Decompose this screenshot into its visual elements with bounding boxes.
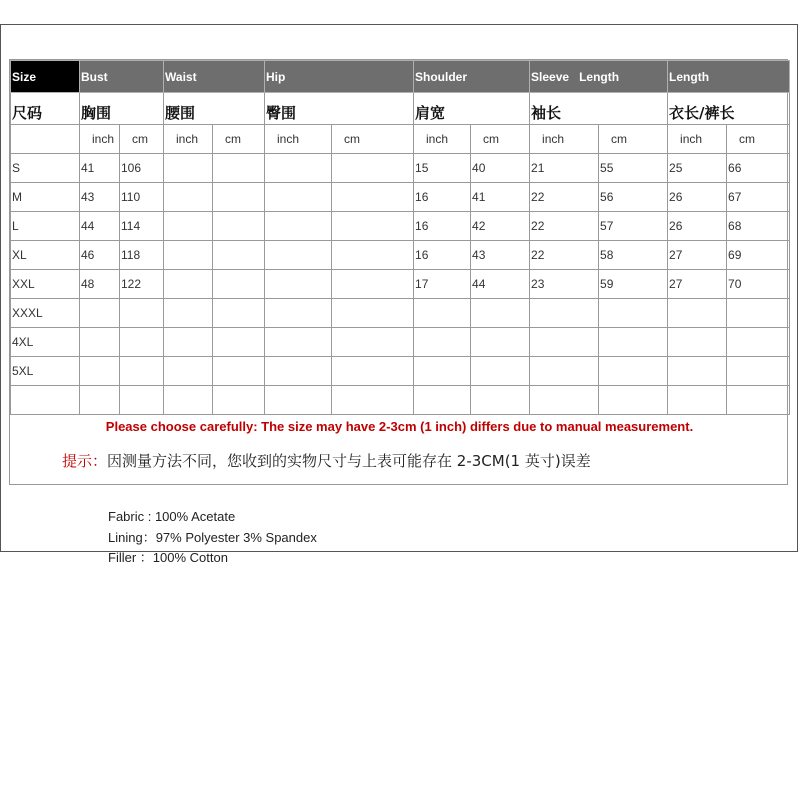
cell-bust-in: 43 (80, 183, 120, 212)
cell-hip-in (265, 183, 332, 212)
cell-hip-in (265, 299, 332, 328)
cell-length-in: 26 (668, 212, 727, 241)
cell-bust-cm: 114 (120, 212, 164, 241)
cell-sleeve-cm: 56 (599, 183, 668, 212)
cell-sleeve-cm (599, 299, 668, 328)
cell-waist-cm (213, 154, 265, 183)
cell-shoulder-in (414, 357, 471, 386)
cell-bust-in: 46 (80, 241, 120, 270)
table-row (11, 241, 790, 270)
cell-length-in (668, 357, 727, 386)
cell-bust-in (80, 299, 120, 328)
cell-bust-cm (120, 299, 164, 328)
cell-shoulder-in: 16 (414, 212, 471, 241)
cell-hip-cm (332, 299, 414, 328)
header-bust: Bust (80, 61, 164, 93)
cell-waist-cm (213, 328, 265, 357)
cell-waist-in (164, 386, 213, 415)
cell-shoulder-in: 17 (414, 270, 471, 299)
cell-bust-in (80, 328, 120, 357)
cell-waist-in (164, 183, 213, 212)
table-row (11, 154, 790, 183)
unit-cm: cm (471, 125, 530, 154)
header-shoulder: Shoulder (414, 61, 530, 93)
cell-size: 5XL (11, 357, 80, 386)
cell-shoulder-cm: 44 (471, 270, 530, 299)
cell-waist-cm (213, 212, 265, 241)
unit-blank (11, 125, 80, 154)
header-waist: Waist (164, 61, 265, 93)
table-row (11, 386, 790, 415)
unit-cm: cm (213, 125, 265, 154)
cell-bust-cm: 110 (120, 183, 164, 212)
cell-waist-cm (213, 386, 265, 415)
unit-inch: inch (164, 125, 213, 154)
cell-sleeve-in: 22 (530, 241, 599, 270)
fabric-info (108, 507, 317, 569)
header-row-english (11, 61, 790, 93)
cell-hip-cm (332, 154, 414, 183)
cell-size: XXL (11, 270, 80, 299)
cell-bust-cm: 122 (120, 270, 164, 299)
notice-chinese-label: 提示： (62, 452, 108, 470)
cell-waist-in (164, 154, 213, 183)
cell-shoulder-cm (471, 386, 530, 415)
cell-hip-in (265, 270, 332, 299)
header-size: Size (11, 61, 80, 93)
notice-chinese-text: 因测量方法不同，您收到的实物尺寸与上表可能存在 2-3CM(1 英寸)误差 (107, 452, 591, 470)
cell-waist-cm (213, 299, 265, 328)
cell-hip-in (265, 357, 332, 386)
cell-sleeve-cm (599, 357, 668, 386)
size-table (10, 60, 790, 415)
cell-bust-in (80, 386, 120, 415)
cell-bust-in: 41 (80, 154, 120, 183)
cell-shoulder-cm: 43 (471, 241, 530, 270)
cell-hip-in (265, 212, 332, 241)
cell-hip-cm (332, 241, 414, 270)
cell-sleeve-in (530, 328, 599, 357)
cell-waist-in (164, 357, 213, 386)
cell-waist-cm (213, 183, 265, 212)
cell-size: 4XL (11, 328, 80, 357)
cell-length-in (668, 299, 727, 328)
cell-length-cm: 66 (727, 154, 790, 183)
unit-inch: inch (80, 125, 120, 154)
table-row (11, 212, 790, 241)
unit-cm: cm (120, 125, 164, 154)
cell-length-in (668, 328, 727, 357)
cell-sleeve-cm (599, 328, 668, 357)
cell-shoulder-cm: 40 (471, 154, 530, 183)
cell-length-cm (727, 328, 790, 357)
header-length-cn: 衣长/裤长 (668, 93, 790, 125)
cell-length-cm: 70 (727, 270, 790, 299)
cell-length-cm: 68 (727, 212, 790, 241)
header-hip: Hip (265, 61, 414, 93)
table-row (11, 328, 790, 357)
cell-sleeve-in: 22 (530, 212, 599, 241)
cell-hip-in (265, 154, 332, 183)
cell-length-in: 27 (668, 270, 727, 299)
cell-sleeve-cm: 55 (599, 154, 668, 183)
cell-sleeve-in: 21 (530, 154, 599, 183)
cell-bust-in (80, 357, 120, 386)
cell-length-in: 26 (668, 183, 727, 212)
header-sleeve-length: Sleeve Length (530, 61, 668, 93)
cell-shoulder-cm: 41 (471, 183, 530, 212)
cell-bust-cm (120, 328, 164, 357)
lining-line: Lining：97% Polyester 3% Spandex (108, 529, 317, 545)
cell-bust-cm (120, 357, 164, 386)
size-chart-frame (0, 24, 798, 565)
table-row (11, 357, 790, 386)
cell-bust-in: 48 (80, 270, 120, 299)
cell-shoulder-in (414, 328, 471, 357)
cell-shoulder-cm: 42 (471, 212, 530, 241)
header-length: Length (668, 61, 790, 93)
cell-hip-cm (332, 386, 414, 415)
unit-inch: inch (414, 125, 471, 154)
cell-sleeve-cm: 59 (599, 270, 668, 299)
cell-length-cm: 67 (727, 183, 790, 212)
cell-bust-in: 44 (80, 212, 120, 241)
cell-sleeve-in (530, 299, 599, 328)
unit-cm: cm (727, 125, 790, 154)
cell-sleeve-in (530, 357, 599, 386)
cell-shoulder-in: 16 (414, 183, 471, 212)
cell-shoulder-cm (471, 299, 530, 328)
unit-inch: inch (265, 125, 332, 154)
cell-sleeve-cm: 58 (599, 241, 668, 270)
cell-hip-in (265, 241, 332, 270)
cell-size: XL (11, 241, 80, 270)
cell-length-cm (727, 299, 790, 328)
cell-length-cm: 69 (727, 241, 790, 270)
table-row (11, 270, 790, 299)
cell-size: S (11, 154, 80, 183)
cell-size (11, 386, 80, 415)
header-row-chinese (11, 93, 790, 125)
size-chart (9, 59, 788, 485)
cell-waist-cm (213, 241, 265, 270)
filler-line: Filler ：100% Cotton (108, 550, 228, 565)
table-row (11, 183, 790, 212)
cell-sleeve-in: 22 (530, 183, 599, 212)
cell-waist-in (164, 212, 213, 241)
header-waist-cn: 腰围 (164, 93, 265, 125)
cell-length-in: 25 (668, 154, 727, 183)
cell-shoulder-in (414, 386, 471, 415)
cell-sleeve-in: 23 (530, 270, 599, 299)
cell-hip-cm (332, 328, 414, 357)
header-hip-cn: 臀围 (265, 93, 414, 125)
cell-shoulder-in (414, 299, 471, 328)
notice-chinese (62, 450, 591, 471)
cell-sleeve-in (530, 386, 599, 415)
unit-cm: cm (599, 125, 668, 154)
header-shoulder-cn: 肩宽 (414, 93, 530, 125)
cell-waist-cm (213, 357, 265, 386)
header-sleeve-cn: 袖长 (530, 93, 668, 125)
cell-size: M (11, 183, 80, 212)
cell-waist-in (164, 328, 213, 357)
cell-bust-cm: 118 (120, 241, 164, 270)
cell-bust-cm: 106 (120, 154, 164, 183)
cell-shoulder-cm (471, 328, 530, 357)
fabric-line: Fabric : 100% Acetate (108, 509, 236, 524)
cell-hip-cm (332, 212, 414, 241)
cell-sleeve-cm: 57 (599, 212, 668, 241)
cell-length-in: 27 (668, 241, 727, 270)
cell-length-cm (727, 357, 790, 386)
cell-length-in (668, 386, 727, 415)
cell-hip-cm (332, 270, 414, 299)
table-row (11, 299, 790, 328)
cell-shoulder-cm (471, 357, 530, 386)
unit-inch: inch (668, 125, 727, 154)
cell-size: L (11, 212, 80, 241)
cell-waist-in (164, 241, 213, 270)
cell-hip-in (265, 386, 332, 415)
cell-bust-cm (120, 386, 164, 415)
cell-shoulder-in: 15 (414, 154, 471, 183)
cell-waist-in (164, 270, 213, 299)
cell-hip-cm (332, 357, 414, 386)
cell-waist-cm (213, 270, 265, 299)
header-size-cn: 尺码 (11, 93, 80, 125)
header-bust-cn: 胸围 (80, 93, 164, 125)
cell-size: XXXL (11, 299, 80, 328)
unit-inch: inch (530, 125, 599, 154)
cell-shoulder-in: 16 (414, 241, 471, 270)
notice-english: Please choose carefully: The size may have 2-3cm (1 inch) differs due to manual measurement. (105, 419, 694, 434)
cell-length-cm (727, 386, 790, 415)
unit-cm: cm (332, 125, 414, 154)
cell-hip-in (265, 328, 332, 357)
header-row-units (11, 125, 790, 154)
cell-sleeve-cm (599, 386, 668, 415)
cell-waist-in (164, 299, 213, 328)
cell-hip-cm (332, 183, 414, 212)
